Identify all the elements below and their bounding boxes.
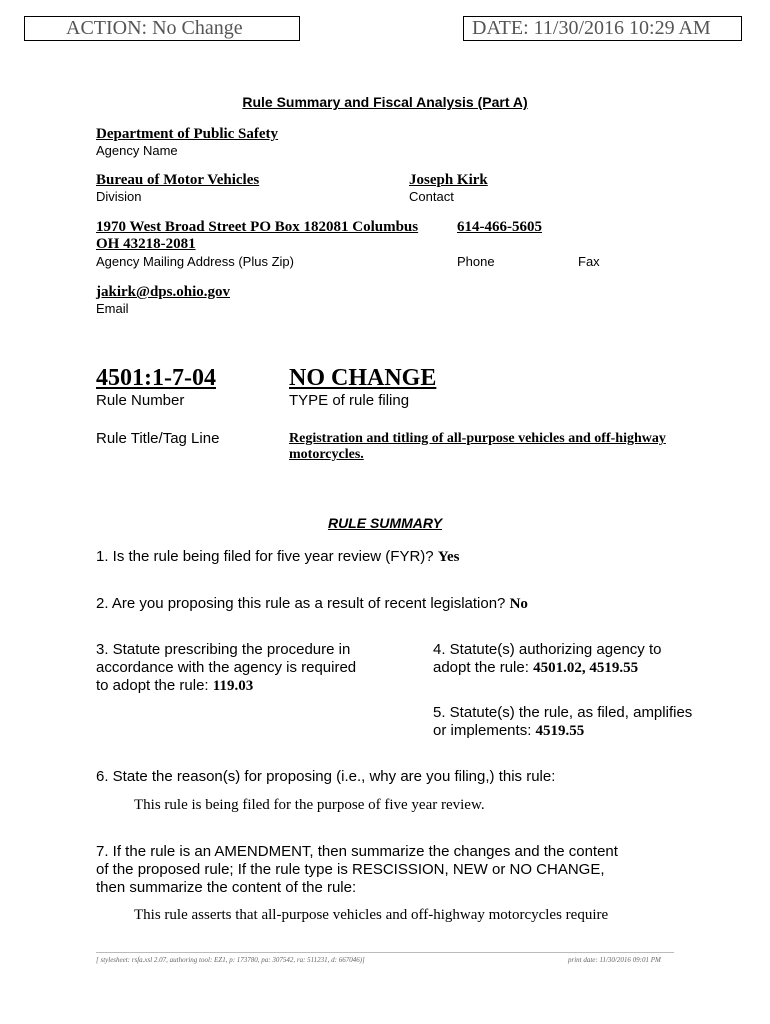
question-2-text: 2. Are you proposing this rule as a result of recent legislation? — [96, 595, 506, 612]
question-1 — [96, 548, 459, 566]
question-6-answer: This rule is being filed for the purpose of five year review. — [134, 797, 485, 813]
contact-name: Joseph Kirk — [409, 172, 488, 188]
agency-name: Department of Public Safety — [96, 126, 279, 142]
question-7-answer: This rule asserts that all-purpose vehicles and off-highway motorcycles require — [134, 907, 609, 923]
question-5-answer: 4519.55 — [535, 723, 585, 739]
question-3-answer: 119.03 — [212, 678, 254, 694]
footer-right: print date: 11/30/2016 09:01 PM — [568, 956, 661, 964]
action-text: ACTION: No Change — [66, 17, 243, 39]
question-4-line1: 4. Statute(s) authorizing agency to — [433, 641, 662, 658]
question-7-line1: 7. If the rule is an AMENDMENT, then summarize the changes and the content — [96, 843, 618, 860]
question-5 — [433, 704, 692, 740]
phone-label: Phone — [457, 254, 495, 269]
question-4 — [433, 641, 661, 677]
question-1-text: 1. Is the rule being filed for five year review (FYR)? — [96, 548, 434, 565]
question-5-line2 — [433, 722, 692, 740]
question-4-line2-text: adopt the rule: — [433, 659, 529, 676]
question-5-line1: 5. Statute(s) the rule, as filed, amplifies — [433, 704, 693, 721]
rule-title-line2: motorcycles. — [289, 447, 364, 462]
footer-divider — [96, 952, 674, 953]
question-7-line3: then summarize the content of the rule: — [96, 879, 357, 896]
question-3-line1: 3. Statute prescribing the procedure in — [96, 641, 351, 658]
agency-name-label: Agency Name — [96, 143, 178, 158]
question-2-answer: No — [509, 596, 528, 612]
page-title: Rule Summary and Fiscal Analysis (Part A) — [242, 94, 528, 110]
question-3 — [96, 641, 356, 695]
rule-number: 4501:1-7-04 — [96, 365, 216, 391]
rule-summary-heading: RULE SUMMARY — [327, 515, 443, 531]
rule-number-label: Rule Number — [96, 392, 185, 409]
email-address: jakirk@dps.ohio.gov — [96, 284, 230, 300]
question-4-line2 — [433, 659, 661, 677]
division-label: Division — [96, 189, 142, 204]
action-stamp — [24, 16, 300, 41]
address-label: Agency Mailing Address (Plus Zip) — [96, 254, 294, 269]
address-line2: OH 43218-2081 — [96, 236, 196, 252]
rule-title-label: Rule Title/Tag Line — [96, 430, 220, 447]
rule-type: NO CHANGE — [289, 365, 437, 391]
question-7-line2: of the proposed rule; If the rule type is RESCISSION, NEW or NO CHANGE, — [96, 861, 605, 878]
date-text: DATE: 11/30/2016 10:29 AM — [472, 17, 711, 39]
question-4-answer: 4501.02, 4519.55 — [533, 660, 639, 676]
question-3-line3 — [96, 677, 356, 695]
question-3-line3-text: to adopt the rule: — [96, 677, 209, 694]
address-line1: 1970 West Broad Street PO Box 182081 Columbus — [96, 219, 419, 235]
rule-title-line1: Registration and titling of all-purpose vehicles and off-highway — [289, 431, 666, 446]
rule-type-label: TYPE of rule filing — [289, 392, 410, 409]
question-1-answer: Yes — [437, 549, 460, 565]
question-5-line2-text: or implements: — [433, 722, 532, 739]
division-name: Bureau of Motor Vehicles — [96, 172, 260, 188]
contact-label: Contact — [409, 189, 454, 204]
question-7 — [96, 843, 618, 897]
fax-label: Fax — [578, 254, 600, 269]
footer-left: [ stylesheet: rsfa.xsl 2.07, authoring tool: EZ1, p: 173780, pa: 307542, ra: 511231, d: 667046)] — [96, 956, 365, 964]
question-2 — [96, 595, 528, 613]
date-stamp — [463, 16, 742, 41]
phone-number: 614-466-5605 — [457, 219, 542, 235]
question-6: 6. State the reason(s) for proposing (i.e., why are you filing,) this rule: — [96, 768, 556, 785]
question-3-line2: accordance with the agency is required — [96, 659, 357, 676]
email-label: Email — [96, 301, 129, 316]
